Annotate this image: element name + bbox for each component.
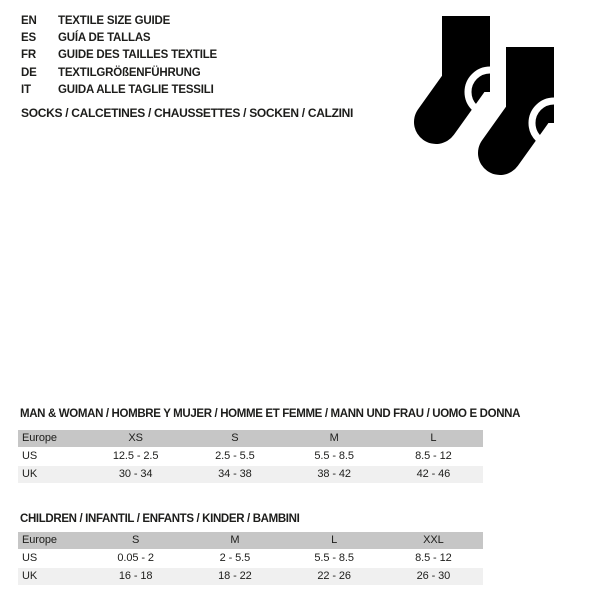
table-cell: 5.5 - 8.5 [314, 552, 354, 564]
language-code: FR [21, 49, 36, 62]
language-label: TEXTILE SIZE GUIDE [58, 15, 171, 27]
table-header-cell: XXL [384, 532, 483, 549]
language-label: GUIDA ALLE TAGLIE TESSILI [58, 83, 214, 96]
adults-size-table [18, 430, 483, 483]
sock-front [500, 42, 560, 153]
language-label: TEXTILGRÖßENFÜHRUNG [58, 66, 201, 79]
table-cell: 5.5 - 8.5 [314, 450, 354, 462]
language-label: GUÍA DE TALLAS [58, 32, 151, 45]
language-code: DE [21, 66, 37, 79]
table-cell: 2.5 - 5.5 [215, 450, 255, 462]
table-cell: 8.5 - 12 [415, 450, 452, 462]
table-cell: 16 - 18 [86, 568, 185, 585]
children-table-title: CHILDREN / INFANTIL / ENFANTS / KINDER / BAMBINI [20, 513, 300, 525]
children-size-table [18, 532, 483, 585]
table-cell: 2 - 5.5 [219, 552, 251, 564]
row-label: US [22, 552, 38, 564]
table-header-cell: L [384, 430, 483, 447]
table-header-cell: XS [86, 430, 185, 447]
row-label: UK [18, 568, 86, 585]
table-cell: 38 - 42 [285, 466, 384, 483]
table-header-cell: S [185, 430, 284, 447]
row-label: UK [18, 466, 86, 483]
table-cell: 12.5 - 2.5 [112, 450, 159, 462]
category-title: SOCKS / CALCETINES / CHAUSSETTES / SOCKEN / CALZINI [21, 106, 354, 120]
table-cell: 26 - 30 [384, 568, 483, 585]
socks-icon [410, 16, 560, 181]
table-header-cell: L [285, 532, 384, 549]
adults-table-title: MAN & WOMAN / HOMBRE Y MUJER / HOMME ET FEMME / MANN UND FRAU / UOMO E DONNA [20, 408, 521, 420]
language-code: EN [21, 15, 37, 27]
language-code: IT [21, 83, 31, 96]
language-code: ES [21, 32, 36, 45]
table-cell: 0.05 - 2 [117, 552, 154, 564]
row-label: US [22, 450, 38, 462]
language-list [21, 13, 217, 99]
table-header-cell: Europe [18, 430, 86, 447]
table-cell: 30 - 34 [86, 466, 185, 483]
table-header-cell: Europe [18, 532, 86, 549]
table-header-cell: M [185, 532, 284, 549]
table-cell: 8.5 - 12 [415, 552, 452, 564]
table-header-cell: M [285, 430, 384, 447]
table-cell: 22 - 26 [285, 568, 384, 585]
language-label: GUIDE DES TAILLES TEXTILE [58, 49, 217, 62]
language-row-es [21, 30, 217, 47]
table-cell: 34 - 38 [185, 466, 284, 483]
language-row-en [21, 13, 217, 30]
table-cell: 18 - 22 [185, 568, 284, 585]
table-header-cell: S [86, 532, 185, 549]
language-row-de [21, 65, 217, 82]
language-row-it [21, 82, 217, 99]
language-row-fr [21, 47, 217, 64]
table-cell: 42 - 46 [384, 466, 483, 483]
